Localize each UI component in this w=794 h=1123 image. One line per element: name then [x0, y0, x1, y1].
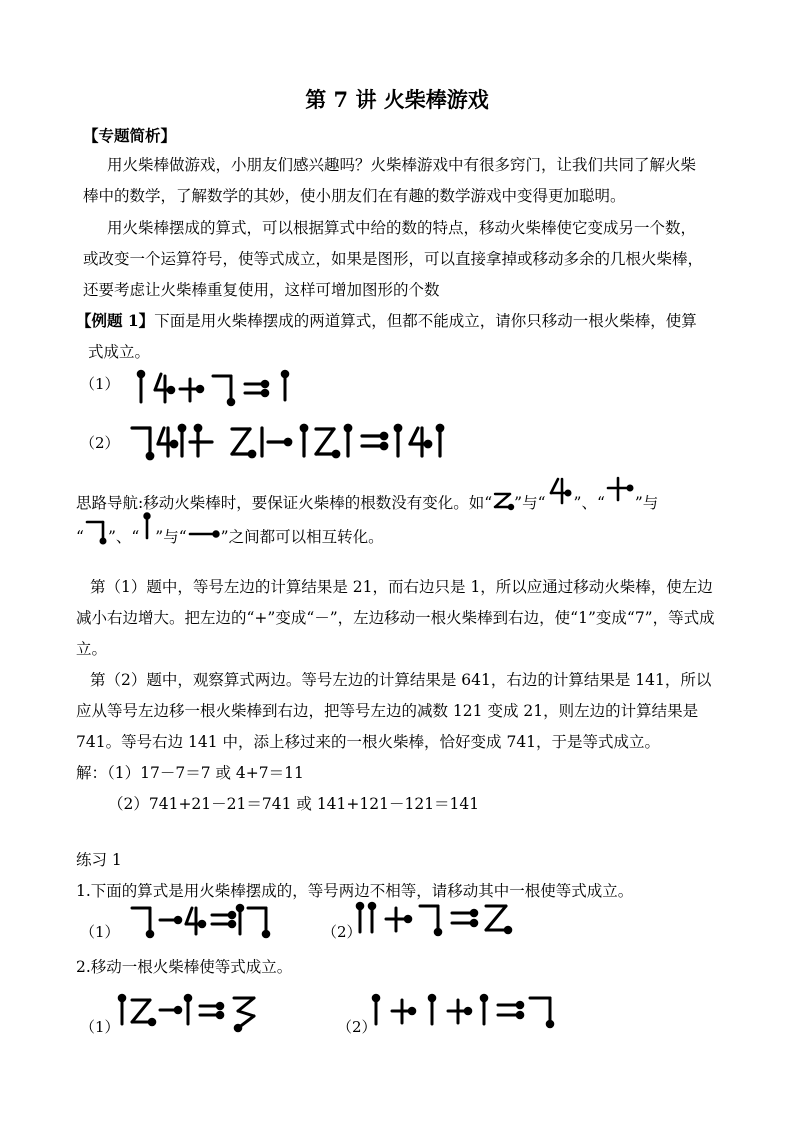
intro-line-3: 用火柴棒摆成的算式，可以根据算式中给的数的特点，移动火柴棒使它变成另一个数，: [107, 219, 697, 237]
solution-line-2: （2）741+21－21＝741 或 141+121－121＝141: [108, 795, 480, 813]
intro-line-2: 棒中的数学，了解数学的其妙，使小朋友们在有趣的数学游戏中变得更加聪明。: [83, 187, 626, 205]
intro-line-1: 用火柴棒做游戏，小朋友们感兴趣吗？火柴棒游戏中有很多窍门，让我们共同了解火柴: [107, 156, 697, 174]
example-1-q2-label: （2）: [80, 434, 120, 452]
hint-line-2: “ ”、“ ”与“ ”之间都可以相互转化。: [76, 512, 384, 552]
matchstick-minus-glyph: [187, 527, 221, 541]
example-1-q1-matchstick-equation: [135, 368, 310, 408]
matchstick-plus-glyph: [605, 476, 635, 504]
matchstick-four-glyph: [546, 476, 574, 506]
example-1-heading: [76, 306, 697, 336]
practice-q2-a-matchstick-equation: [116, 992, 266, 1032]
matchstick-two-glyph: [492, 490, 514, 510]
page-title: 第 7 讲 火柴棒游戏: [305, 87, 489, 112]
practice-q2-b-label: （2）: [337, 1018, 377, 1036]
explain-line-1: 第（1）题中，等号左边的计算结果是 21，而右边只是 1，所以应通过移动火柴棒，使左边: [90, 578, 713, 596]
section-heading: 【专题简析】: [83, 126, 177, 145]
solution-line-1: 解：（1）17－7＝7 或 4+7＝11: [76, 764, 304, 782]
explain-line-3: 立。: [76, 640, 108, 658]
practice-q1-a-label: （1）: [80, 923, 120, 941]
explain-line-4: 第（2）题中，观察算式两边。等号左边的计算结果是 641，右边的计算结果是 141，所以: [90, 671, 712, 689]
hint-line-1: 思路导航:移动火柴棒时，要保证火柴棒的根数没有变化。如“ ”与“ ”、“ ”与: [76, 476, 658, 518]
practice-heading: 练习 1: [76, 851, 122, 869]
practice-q2-b-matchstick-equation: [370, 990, 560, 1030]
example-1-line-2: 式成立。: [88, 343, 151, 361]
solution-label: 解：: [76, 764, 108, 782]
intro-line-4: 或改变一个运算符号，使等式成立，如果是图形，可以直接拿掉或移动多余的几根火柴棒，: [83, 250, 704, 268]
explain-line-5: 应从等号左边移一根火柴棒到右边，把等号左边的减数 121 变成 21，则左边的计算结果是: [76, 702, 699, 720]
matchstick-one-glyph: [139, 512, 155, 542]
matchstick-seven-glyph: [84, 518, 108, 544]
example-1-q1-label: （1）: [80, 375, 120, 393]
practice-question-2: 2.移动一根火柴棒使等式成立。: [76, 958, 293, 976]
example-1-line-1: 下面是用火柴棒摆成的两道算式，但都不能成立，请你只移动一根火柴棒，使算: [154, 312, 697, 330]
practice-q1-a-matchstick-equation: [128, 900, 273, 940]
intro-line-5: 还要考虑让火柴棒重复使用，这样可增加图形的个数: [83, 281, 440, 299]
example-1-label: 【例题 1】: [76, 311, 155, 330]
explain-line-6: 741。等号右边 141 中，添上移过来的一根火柴棒，恰好变成 741，于是等式成立。: [76, 733, 661, 751]
practice-q1-b-matchstick-equation: [356, 898, 516, 938]
practice-q1-b-label: （2）: [322, 923, 362, 941]
example-1-q2-matchstick-equation: [128, 420, 458, 464]
practice-q2-a-label: （1）: [80, 1018, 120, 1036]
practice-question-1: 1.下面的算式是用火柴棒摆成的，等号两边不相等，请移动其中一根使等式成立。: [76, 882, 634, 900]
explain-line-2: 减小右边增大。把左边的“+”变成“－”，左边移动一根火柴棒到右边，使“1”变成“7”，等式成: [76, 609, 715, 627]
